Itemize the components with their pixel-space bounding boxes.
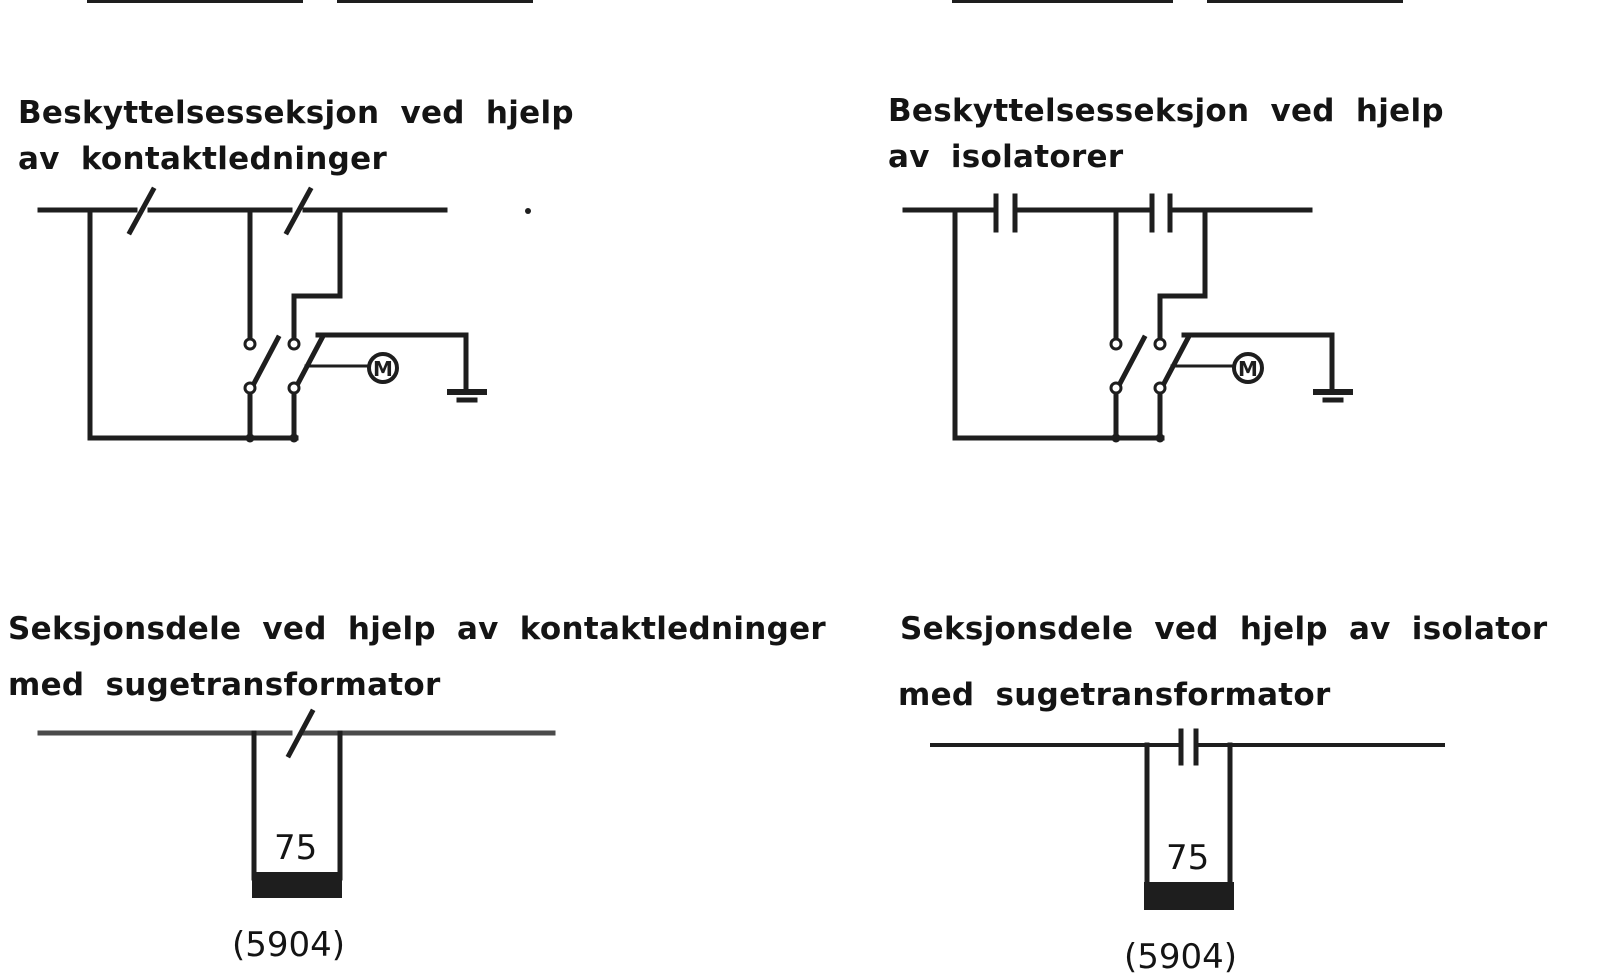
bypass-loop (955, 210, 1162, 438)
switch-contact (245, 383, 255, 393)
protection-isolator-circuit (905, 196, 1350, 438)
switch-contact (1111, 383, 1121, 393)
section-isolator-circuit (932, 731, 1443, 910)
reference-label: (5904) (1124, 937, 1238, 977)
switch-contact (1111, 339, 1121, 349)
junction-dot (1156, 434, 1165, 443)
section-isolator-title-line1: Seksjonsdele ved hjelp av isolator (900, 611, 1548, 647)
switch-contact (1155, 339, 1165, 349)
transformer-value-label: 75 (274, 828, 318, 868)
section-contact-title-line1: Seksjonsdele ved hjelp av kontaktledninger (8, 611, 827, 647)
section-isolator-title-line2: med sugetransformator (898, 677, 1331, 713)
junction-dot (1112, 434, 1121, 443)
section-contact-circuit (40, 712, 553, 898)
transformer-block (252, 872, 342, 898)
protection-isolator-title-line1: Beskyttelsesseksjon ved hjelp (888, 93, 1444, 129)
switch-contact (1155, 383, 1165, 393)
junction-dot (246, 434, 255, 443)
transformer-block (1144, 882, 1234, 910)
switch-contact (289, 339, 299, 349)
switch-contact (289, 383, 299, 393)
junction-dot (290, 434, 299, 443)
motor-label: M (1238, 357, 1258, 381)
transformer-value-label: 75 (1166, 838, 1210, 878)
feeder-b (294, 210, 340, 340)
stray-dot (525, 208, 531, 214)
feeder-b (1160, 210, 1205, 340)
protection-contact-title-line1: Beskyttelsesseksjon ved hjelp (18, 95, 574, 131)
motor-label: M (373, 357, 393, 381)
protection-contact-circuit (40, 190, 484, 438)
reference-label: (5904) (232, 925, 346, 965)
switch-contact (245, 339, 255, 349)
protection-contact-title-line2: av kontaktledninger (18, 141, 388, 177)
bypass-loop (90, 210, 296, 438)
protection-isolator-title-line2: av isolatorer (888, 139, 1124, 175)
section-contact-title-line2: med sugetransformator (8, 667, 441, 703)
